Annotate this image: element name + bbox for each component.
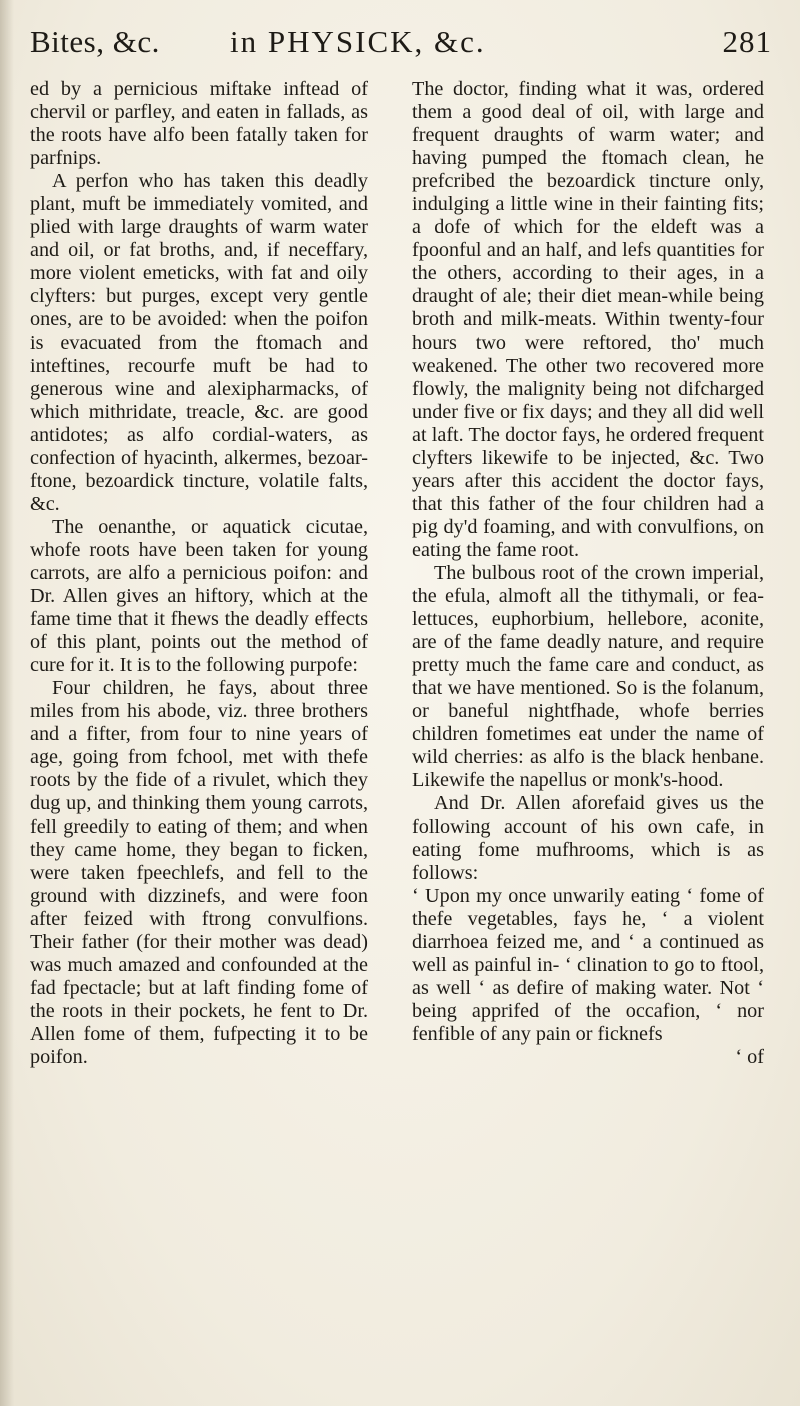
paragraph: Four children, he fays, about three miles from his abode, viz. three brothers and a fifter, from four to nine years of age, going from fchool, met with thefe roots by the fide of a rivulet, which they dug up, and thinking them young carrots, fell greedily to eating of them; and when they came home, they began to ficken, were taken fpeechlefs, and fell to the ground with dizzinefs, and were foon after feized with ftrong convulfions. Their father (for their mother was dead) was much amazed and confounded at the fad fpectacle; but at laft finding fome of the roots in their pockets, he fent to Dr. Allen fome of them, fufpecting it to be poifon. (30, 677, 368, 1068)
left-column (30, 78, 368, 1069)
running-head (30, 10, 772, 70)
paragraph: The oenanthe, or aquatick cicutae, whofe roots have been taken for young carrots, are alfo a pernicious poifon: and Dr. Allen gives an hiftory, which at the fame time that it fhews the deadly effects of this plant, points out the method of cure for it. It is to the following purpofe: (30, 515, 368, 677)
catchword: ‘ of (735, 1045, 764, 1068)
gutter-shadow (0, 0, 14, 1406)
paragraph: A perfon who has taken this deadly plant, muft be immediately vomited, and plied with large draughts of warm water and oil, or fat broths, and, if neceffary, more violent emeticks, with fat and oily clyfters: but purges, except very gentle ones, are to be avoided: when the poifon is evacuated from the ftomach and inteftines, recourfe muft be had to generous wine and alexipharmacks, of which mithridate, treacle, &c. are good antidotes; as alfo cordial-waters, as confection of hyacinth, alkermes, bezoar-ftone, bezoardick tincture, volatile falts, &c. (30, 170, 368, 515)
quoted-passage: ‘ Upon my once unwarily eating ‘ fome of thefe vegetables, fays he, ‘ a violent diarrhoea feized me, and ‘ a continued as well as painful in- ‘ clination to go to ftool, as well ‘ as defire of making water. Not ‘ being apprifed of the occafion, ‘ nor fenfible of any pain or ficknefs (412, 884, 764, 1045)
paragraph: ed by a pernicious miftake inftead of chervil or parfley, and eaten in fallads, as the roots have alfo been fatally taken for parfnips. (30, 78, 368, 170)
paragraph: And Dr. Allen aforefaid gives us the following account of his own cafe, in eating fome mufhrooms, which is as follows: (412, 792, 764, 884)
paragraph: The doctor, finding what it was, ordered them a good deal of oil, with large and frequent draughts of warm water; and having pumped the ftomach clean, he prefcribed the bezoardick tincture only, indulging a little wine in their fainting fits; a dofe of which for the eldeft was a fpoonful and an half, and lefs quantities for the others, according to their ages, in a draught of ale; their diet mean-while being broth and milk-meats. Within twenty-four hours two were reftored, tho' much weakened. The other two recovered more flowly, the malignity being not difcharged under five or fix days; and they all did well at laft. The doctor fays, he ordered frequent clyfters likewife to be injected, &c. Two years after this accident the doctor fays, that this father of the four children had a pig dy'd foaming, and with convulfions, on eating the fame root. (412, 78, 764, 561)
page-number: 281 (722, 24, 772, 59)
right-column (412, 78, 764, 1069)
running-head-left: Bites, &c. (30, 24, 160, 59)
paragraph: The bulbous root of the crown imperial, the efula, almoft all the tithymali, or fea-lettuces, euphorbium, hellebore, aconite, are of the fame deadly nature, and require pretty much the fame care and conduct, as that we have mentioned. So is the folanum, or baneful nightfhade, whofe berries children fometimes eat under the name of wild cherries: as alfo is the black henbane. Likewife the napellus or monk's-hood. (412, 561, 764, 792)
running-head-title: in PHYSICK, &c. (230, 24, 486, 59)
